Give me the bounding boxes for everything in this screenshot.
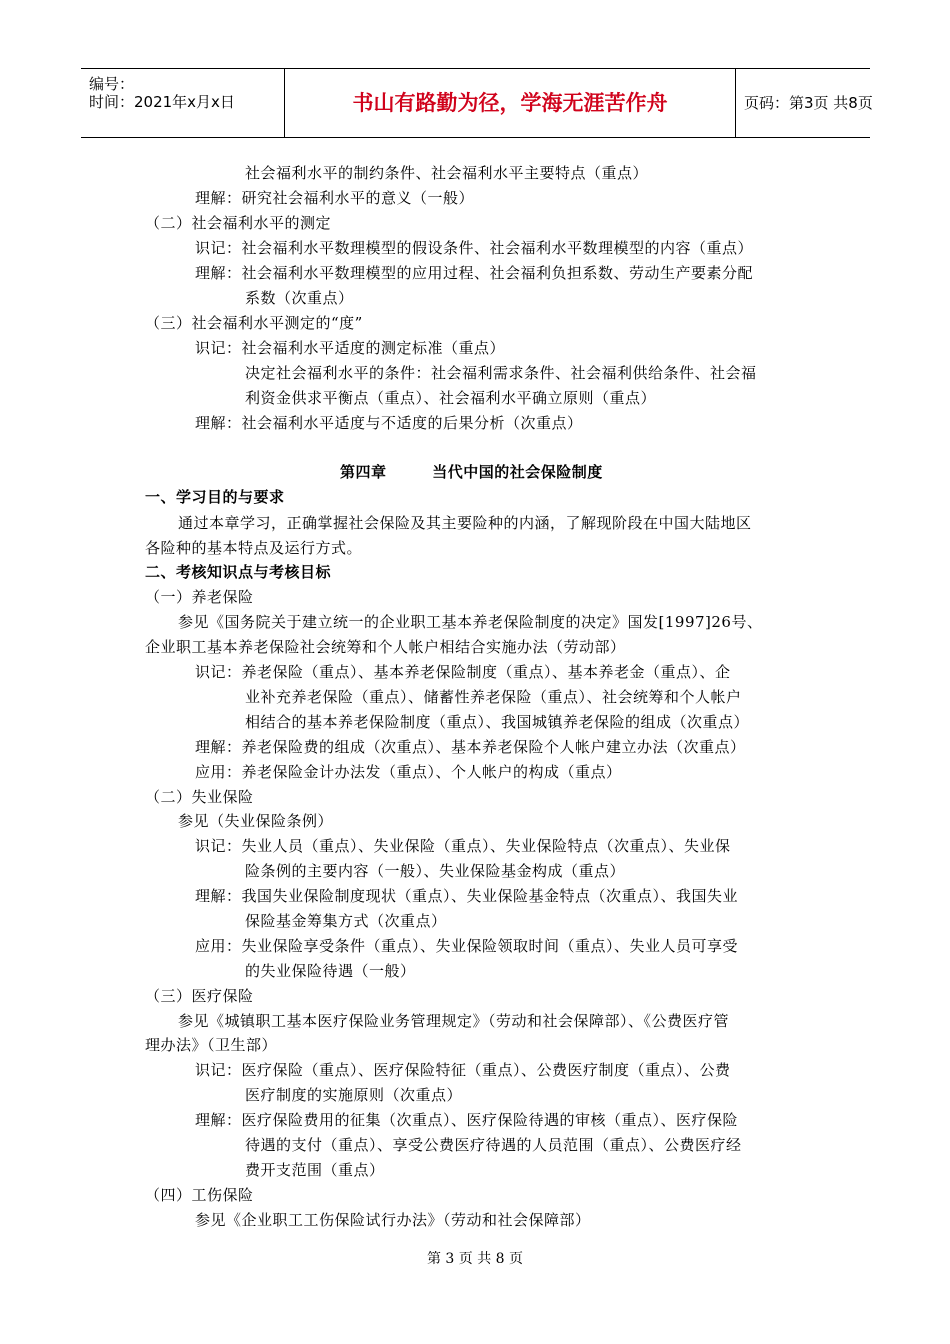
text-line: 理解：养老保险费的组成（次重点）、基本养老保险个人帐户建立办法（次重点） xyxy=(195,738,746,756)
text-line: 的失业保险待遇（一般） xyxy=(245,962,416,980)
text-line: 识记：失业人员（重点）、失业保险（重点）、失业保险特点（次重点）、失业保 xyxy=(195,837,731,855)
text-line: 业补充养老保险（重点）、储蓄性养老保险（重点）、社会统筹和个人帐户 xyxy=(245,688,742,706)
text-line: 社会福利水平的制约条件、社会福利水平主要特点（重点） xyxy=(245,164,649,182)
section-heading: （三）医疗保险 xyxy=(145,987,254,1005)
text-line: 系数（次重点） xyxy=(245,289,354,307)
page-header xyxy=(81,68,873,138)
text-line: 通过本章学习，正确掌握社会保险及其主要险种的内涵，了解现阶段在中国大陆地区 xyxy=(178,514,752,532)
text-line: 应用：养老保险金计办法发（重点）、个人帐户的构成（重点） xyxy=(195,763,622,781)
text-line: 识记：医疗保险（重点）、医疗保险特征（重点）、公费医疗制度（重点）、公费 xyxy=(195,1061,731,1079)
text-line: 相结合的基本养老保险制度（重点）、我国城镇养老保险的组成（次重点） xyxy=(245,713,750,731)
text-line: 理解：研究社会福利水平的意义（一般） xyxy=(195,189,475,207)
text-line: 理办法》（卫生部） xyxy=(145,1036,278,1054)
text-line: 识记：社会福利水平数理模型的假设条件、社会福利水平数理模型的内容（重点） xyxy=(195,239,754,257)
text-line: 待遇的支付（重点）、享受公费医疗待遇的人员范围（重点）、公费医疗经 xyxy=(245,1136,742,1154)
text-line: 参见《国务院关于建立统一的企业职工基本养老保险制度的决定》国发[1997]26号、 xyxy=(178,613,763,631)
section-heading: （三）社会福利水平测定的“度” xyxy=(145,314,363,332)
text-line: 决定社会福利水平的条件：社会福利需求条件、社会福利供给条件、社会福 xyxy=(245,364,757,382)
header-meta-cell xyxy=(81,69,285,137)
section-heading: （四）工伤保险 xyxy=(145,1186,254,1204)
text-line: 企业职工基本养老保险社会统筹和个人帐户相结合实施办法（劳动部） xyxy=(145,638,626,656)
text-line: 应用：失业保险享受条件（重点）、失业保险领取时间（重点）、失业人员可享受 xyxy=(195,937,739,955)
text-line: 理解：社会福利水平适度与不适度的后果分析（次重点） xyxy=(195,414,583,432)
text-line: 险条例的主要内容（一般）、失业保险基金构成（重点） xyxy=(245,862,626,880)
text-line: 识记：社会福利水平适度的测定标准（重点） xyxy=(195,339,506,357)
page-footer: 第 3 页 共 8 页 xyxy=(426,1251,524,1267)
text-line: 参见（失业保险条例） xyxy=(178,812,334,830)
section-heading: （二）社会福利水平的测定 xyxy=(145,214,332,232)
doc-date-label: 时间：2021年x月x日 xyxy=(89,93,235,111)
text-line: 医疗制度的实施原则（次重点） xyxy=(245,1086,463,1104)
text-line: 利资金供求平衡点（重点）、社会福利水平确立原则（重点） xyxy=(245,389,657,407)
header-motto: 书山有路勤为径，学海无涯苦作舟 xyxy=(285,69,736,137)
text-line: 各险种的基本特点及运行方式。 xyxy=(145,539,363,557)
chapter-title: 第四章 当代中国的社会保险制度 xyxy=(340,463,603,481)
section-heading: （一）养老保险 xyxy=(145,588,254,606)
header-page-label: 页码：第3页 共8页 xyxy=(744,94,873,112)
section-heading: （二）失业保险 xyxy=(145,788,254,806)
text-line: 费开支范围（重点） xyxy=(245,1161,385,1179)
text-line: 理解：医疗保险费用的征集（次重点）、医疗保险待遇的审核（重点）、医疗保险 xyxy=(195,1111,739,1129)
text-line: 识记：养老保险（重点）、基本养老保险制度（重点）、基本养老金（重点）、企 xyxy=(195,663,731,681)
text-line: 理解：社会福利水平数理模型的应用过程、社会福利负担系数、劳动生产要素分配 xyxy=(195,264,754,282)
text-line: 保险基金筹集方式（次重点） xyxy=(245,912,447,930)
section-heading-bold: 二、考核知识点与考核目标 xyxy=(145,563,332,581)
text-line: 参见《城镇职工基本医疗保险业务管理规定》（劳动和社会保障部）、《公费医疗管 xyxy=(178,1012,730,1030)
section-heading-bold: 一、学习目的与要求 xyxy=(145,488,285,506)
text-line: 理解：我国失业保险制度现状（重点）、失业保险基金特点（次重点）、我国失业 xyxy=(195,887,739,905)
text-line: 参见《企业职工工伤保险试行办法》（劳动和社会保障部） xyxy=(195,1211,591,1229)
doc-number-label: 编号： xyxy=(89,75,135,93)
